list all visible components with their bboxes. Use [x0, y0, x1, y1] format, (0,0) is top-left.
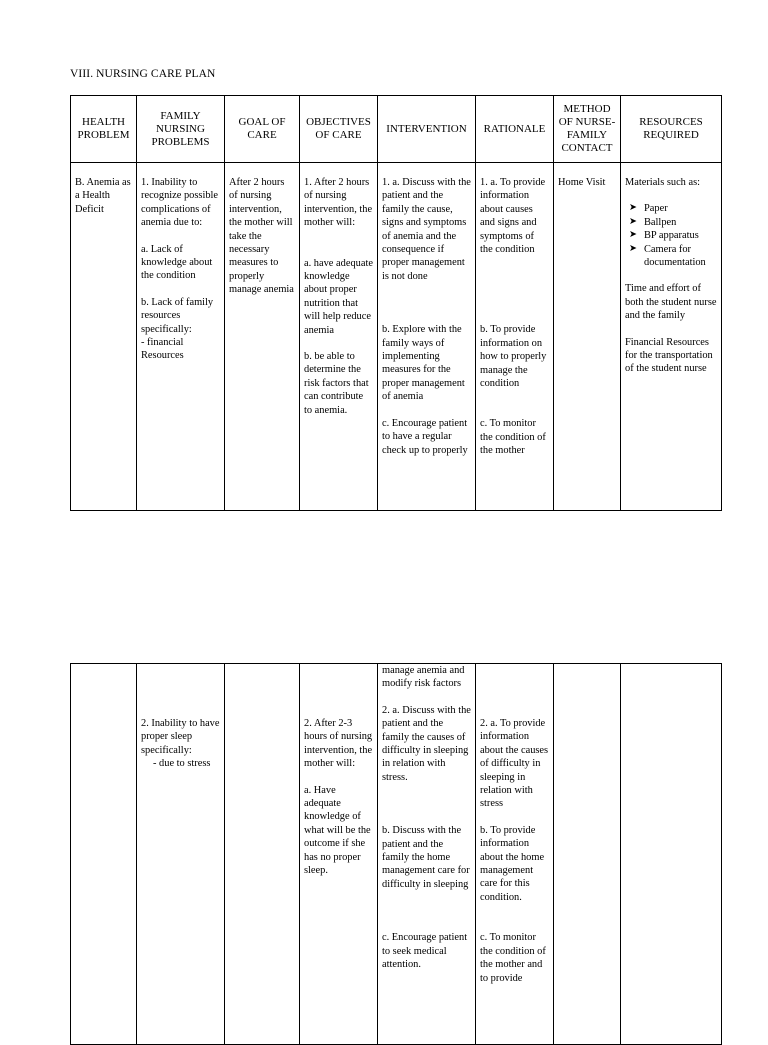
list-item: ➤ Paper [629, 203, 668, 215]
rationale-2a: 2. a. To provide information about the causes of difficulty in sleeping in relation with stress [480, 718, 549, 810]
resources-list [625, 202, 717, 269]
objective-2: 2. After 2-3 hours of nursing intervention, the mother will: [304, 718, 373, 770]
cell-intervention [378, 664, 476, 1045]
rationale-1a: 1. a. To provide information about causes and signs and symptoms of the condition [480, 177, 546, 256]
family-problem-2-sub: - due to stress [153, 758, 211, 770]
table-row [71, 163, 722, 511]
list-item: ➤ BP apparatus [629, 230, 699, 242]
cell-rationale [476, 163, 554, 511]
list-item: ➤ Camera for documentation [629, 243, 706, 269]
arrow-bullet-icon: ➤ [629, 216, 637, 227]
rationale-2b: b. To provide information about the home management care for this condition. [480, 824, 545, 903]
family-problem-1a: a. Lack of knowledge about the condition [141, 243, 213, 282]
header-objectives-of-care: OBJECTIVES OF CARE [300, 96, 378, 163]
family-problem-1: 1. Inability to recognize possible complications of anemia due to: [141, 177, 219, 229]
cell-method [554, 163, 621, 511]
intervention-continued: manage anemia and modify risk factors [382, 665, 465, 690]
rationale-1b: b. To provide information on how to properly manage the condition [480, 324, 547, 390]
family-problem-2: 2. Inability to have proper sleep specifically: [141, 718, 220, 756]
header-goal-of-care: GOAL OF CARE [225, 96, 300, 163]
intervention-2c: c. Encourage patient to seek medical attention. [382, 932, 468, 971]
arrow-bullet-icon: ➤ [629, 230, 637, 241]
cell-objectives [300, 163, 378, 511]
cell-resources [621, 664, 722, 1045]
family-problem-1b: b. Lack of family resources specifically: - financial Resources [141, 296, 214, 362]
cell-rationale [476, 664, 554, 1045]
cell-objectives [300, 664, 378, 1045]
cell-resources [621, 163, 722, 511]
intervention-1b: b. Explore with the family ways of implementing measures for the proper management of anemia [382, 324, 465, 403]
cell-intervention [378, 163, 476, 511]
intervention-1a: 1. a. Discuss with the patient and the family the cause, signs and symptoms of anemia and the consequence if proper management is not done [382, 177, 471, 282]
cell-goal [225, 163, 300, 511]
resources-effort: Time and effort of both the student nurse and the family [625, 283, 717, 322]
header-intervention: INTERVENTION [378, 96, 476, 163]
intervention-2a: 2. a. Discuss with the patient and the family the causes of difficulty in sleeping in relation with stress. [382, 704, 471, 783]
cell-family-problems [137, 163, 225, 511]
table-row [71, 664, 722, 1045]
rationale-1c: c. To monitor the condition of the mother [480, 418, 546, 457]
header-rationale: RATIONALE [476, 96, 554, 163]
header-row [71, 96, 722, 163]
objective-1: 1. After 2 hours of nursing intervention, the mother will: [304, 177, 373, 229]
header-resources-required: RESOURCES REQUIRED [621, 96, 722, 163]
care-plan-table-page-1 [70, 95, 722, 511]
objective-1b: b. be able to determine the risk factors that can contribute to anemia. [304, 351, 369, 416]
list-item: ➤ Ballpen [629, 216, 677, 228]
intervention-1c: c. Encourage patient to have a regular check up to properly [382, 417, 468, 456]
health-problem-text: B. Anemia as a Health Deficit [75, 177, 131, 215]
rationale-2c: c. To monitor the condition of the mother and to provide [480, 932, 546, 984]
arrow-bullet-icon: ➤ [629, 203, 637, 214]
resources-financial: Financial Resources for the transportation of the student nurse [625, 336, 713, 375]
cell-family-problems [137, 664, 225, 1045]
document-title: VIII. NURSING CARE PLAN [70, 68, 216, 80]
objective-2a: a. Have adequate knowledge of what will be the outcome if she has no proper sleep. [304, 784, 371, 877]
resources-intro: Materials such as: [625, 177, 701, 188]
cell-method [554, 664, 621, 1045]
cell-health-problem [71, 163, 137, 511]
cell-goal [225, 664, 300, 1045]
arrow-bullet-icon: ➤ [629, 243, 637, 254]
header-health-problem: HEALTH PROBLEM [71, 96, 137, 163]
care-plan-table-page-2 [70, 663, 722, 1045]
objective-1a: a. have adequate knowledge about proper nutrition that will help reduce anemia [304, 257, 373, 336]
intervention-2b: b. Discuss with the patient and the family the home management care for difficulty in sleeping [382, 825, 470, 890]
goal-text: After 2 hours of nursing intervention, the mother will take the necessary measures to properly manage anemia [229, 177, 294, 296]
header-method-of-contact: METHOD OF NURSE-FAMILY CONTACT [554, 96, 621, 163]
method-text: Home Visit [558, 177, 606, 188]
cell-health-problem [71, 664, 137, 1045]
header-family-nursing-problems: FAMILY NURSING PROBLEMS [137, 96, 225, 163]
